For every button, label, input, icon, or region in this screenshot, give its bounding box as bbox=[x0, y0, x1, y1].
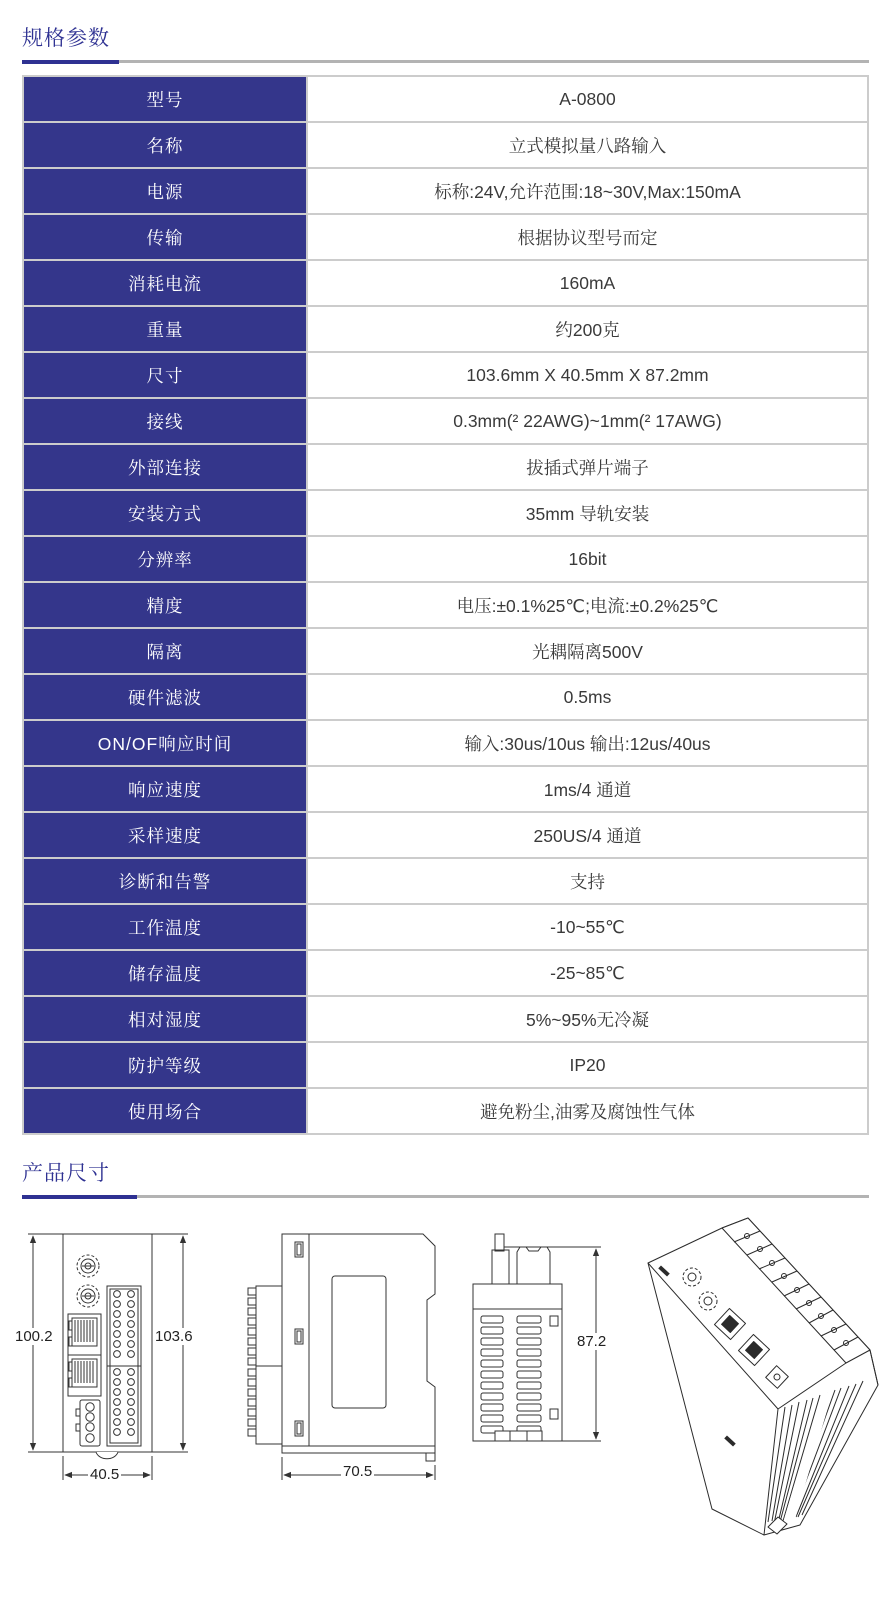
dimension-label-depth: 70.5 bbox=[343, 1463, 373, 1480]
spec-parameter-value: 35mm 导轨安装 bbox=[307, 490, 868, 536]
dimension-label-height-top-view: 87.2 bbox=[577, 1333, 607, 1350]
spec-parameter-label: 型号 bbox=[23, 76, 307, 122]
spec-parameter-value: 输入:30us/10us 输出:12us/40us bbox=[307, 720, 868, 766]
dimension-label-width: 40.5 bbox=[90, 1466, 120, 1483]
dimension-drawings bbox=[0, 1224, 891, 1534]
spec-parameter-value: 标称:24V,允许范围:18~30V,Max:150mA bbox=[307, 168, 868, 214]
spec-parameter-value: 1ms/4 通道 bbox=[307, 766, 868, 812]
spec-row bbox=[23, 628, 868, 674]
spec-parameter-value: 根据协议型号而定 bbox=[307, 214, 868, 260]
spec-row bbox=[23, 950, 868, 996]
spec-parameter-label: 诊断和告警 bbox=[23, 858, 307, 904]
spec-row bbox=[23, 858, 868, 904]
spec-parameter-label: 传输 bbox=[23, 214, 307, 260]
spec-parameter-value: -25~85℃ bbox=[307, 950, 868, 996]
spec-row bbox=[23, 1042, 868, 1088]
spec-row bbox=[23, 398, 868, 444]
spec-row bbox=[23, 812, 868, 858]
spec-parameter-value: 0.5ms bbox=[307, 674, 868, 720]
spec-row bbox=[23, 168, 868, 214]
spec-parameter-label: 相对湿度 bbox=[23, 996, 307, 1042]
spec-row bbox=[23, 444, 868, 490]
spec-parameter-label: 接线 bbox=[23, 398, 307, 444]
spec-row bbox=[23, 122, 868, 168]
specs-table bbox=[22, 75, 869, 1135]
spec-row bbox=[23, 904, 868, 950]
spec-parameter-value: 160mA bbox=[307, 260, 868, 306]
dimensions-title-underline bbox=[22, 1195, 869, 1199]
spec-parameter-label: 消耗电流 bbox=[23, 260, 307, 306]
spec-parameter-label: ON/OF响应时间 bbox=[23, 720, 307, 766]
spec-row bbox=[23, 352, 868, 398]
spec-row bbox=[23, 582, 868, 628]
spec-parameter-label: 精度 bbox=[23, 582, 307, 628]
specs-title-underline bbox=[22, 60, 869, 64]
spec-parameter-value: 250US/4 通道 bbox=[307, 812, 868, 858]
spec-row bbox=[23, 490, 868, 536]
underline-accent-segment bbox=[22, 1195, 137, 1199]
spec-parameter-value: 16bit bbox=[307, 536, 868, 582]
spec-parameter-label: 安装方式 bbox=[23, 490, 307, 536]
spec-parameter-label: 采样速度 bbox=[23, 812, 307, 858]
underline-gray-segment bbox=[137, 1195, 869, 1198]
spec-parameter-value: 拔插式弹片端子 bbox=[307, 444, 868, 490]
spec-parameter-value: 103.6mm X 40.5mm X 87.2mm bbox=[307, 352, 868, 398]
spec-parameter-value: 电压:±0.1%25℃;电流:±0.2%25℃ bbox=[307, 582, 868, 628]
spec-parameter-label: 隔离 bbox=[23, 628, 307, 674]
spec-parameter-value: A-0800 bbox=[307, 76, 868, 122]
spec-row bbox=[23, 1088, 868, 1134]
underline-gray-segment bbox=[119, 60, 869, 63]
spec-row bbox=[23, 214, 868, 260]
spec-row bbox=[23, 536, 868, 582]
underline-accent-segment bbox=[22, 60, 119, 64]
spec-parameter-label: 响应速度 bbox=[23, 766, 307, 812]
dimension-label-height-left: 100.2 bbox=[15, 1328, 53, 1345]
spec-parameter-label: 重量 bbox=[23, 306, 307, 352]
spec-row bbox=[23, 306, 868, 352]
isometric-view-drawing bbox=[630, 1209, 885, 1540]
spec-parameter-value: -10~55℃ bbox=[307, 904, 868, 950]
dimensions-section-title: 产品尺寸 bbox=[22, 1162, 110, 1185]
spec-row bbox=[23, 76, 868, 122]
spec-parameter-label: 防护等级 bbox=[23, 1042, 307, 1088]
spec-parameter-value: 约200克 bbox=[307, 306, 868, 352]
spec-parameter-label: 尺寸 bbox=[23, 352, 307, 398]
spec-parameter-value: 0.3mm(² 22AWG)~1mm(² 17AWG) bbox=[307, 398, 868, 444]
spec-parameter-label: 使用场合 bbox=[23, 1088, 307, 1134]
spec-parameter-value: 立式模拟量八路输入 bbox=[307, 122, 868, 168]
spec-parameter-label: 电源 bbox=[23, 168, 307, 214]
side-view-drawing bbox=[240, 1224, 455, 1494]
spec-parameter-label: 硬件滤波 bbox=[23, 674, 307, 720]
spec-parameter-value: 光耦隔离500V bbox=[307, 628, 868, 674]
spec-row bbox=[23, 720, 868, 766]
spec-parameter-label: 工作温度 bbox=[23, 904, 307, 950]
spec-parameter-label: 外部连接 bbox=[23, 444, 307, 490]
dimension-label-height-right: 103.6 bbox=[155, 1328, 193, 1345]
spec-row bbox=[23, 996, 868, 1042]
specs-section-title: 规格参数 bbox=[22, 27, 110, 50]
spec-parameter-value: 支持 bbox=[307, 858, 868, 904]
spec-row bbox=[23, 260, 868, 306]
spec-parameter-label: 分辨率 bbox=[23, 536, 307, 582]
spec-parameter-value: IP20 bbox=[307, 1042, 868, 1088]
spec-parameter-label: 名称 bbox=[23, 122, 307, 168]
spec-row bbox=[23, 674, 868, 720]
spec-parameter-label: 储存温度 bbox=[23, 950, 307, 996]
specs-table-body bbox=[23, 76, 868, 1134]
spec-parameter-value: 5%~95%无冷凝 bbox=[307, 996, 868, 1042]
spec-parameter-value: 避免粉尘,油雾及腐蚀性气体 bbox=[307, 1088, 868, 1134]
front-view-drawing bbox=[10, 1224, 230, 1494]
spec-row bbox=[23, 766, 868, 812]
